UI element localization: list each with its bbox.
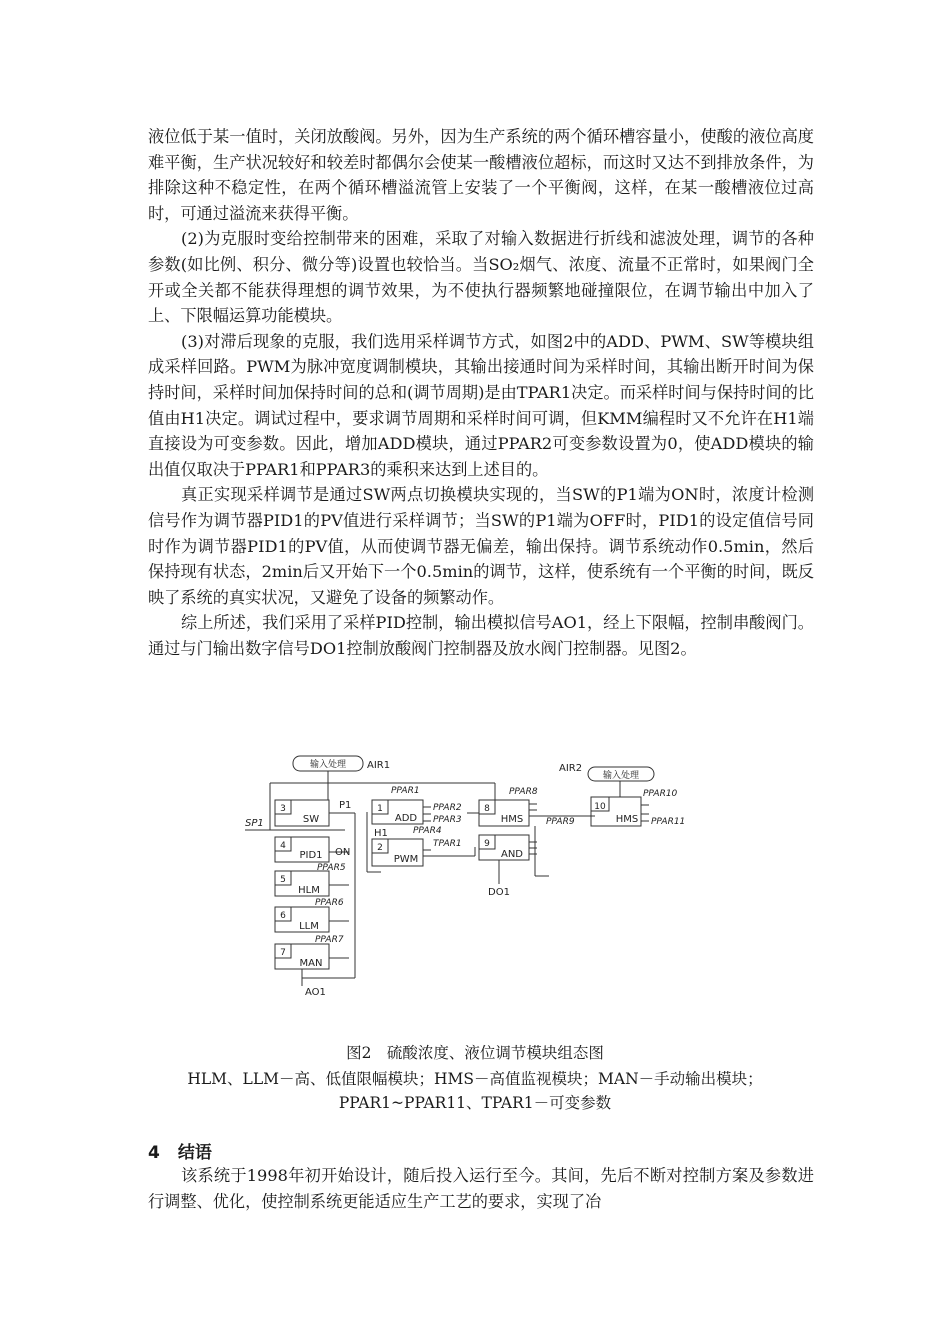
do1-label: DO1 [488,887,510,898]
block-8-number: 8 [484,804,490,814]
ppar5-label: PPAR5 [317,863,346,873]
air2-label: AIR2 [559,763,583,774]
ppar8-label: PPAR8 [509,787,538,797]
section-number: 4 [148,1143,160,1163]
block-8-name: HMS [500,814,524,825]
ppar2-label: PPAR2 [433,803,462,813]
p1-label: P1 [339,800,352,811]
paragraph-continued: 液位低于某一值时，关闭放酸阀。另外，因为生产系统的两个循环槽容量小，使酸的液位高度难平衡，生产状况较好和较差时都偶尔会使某一酸槽液位超标，而这时又达不到排放条件，为排除这种不稳定性，在两个循环槽溢流管上安装了一个平衡阀，这样，在某一酸槽液位过高时，可通过溢流来获得平衡。 [148,127,814,223]
block-6-name: LLM [299,921,319,932]
block-10-name: HMS [615,814,639,825]
figure-caption-title: 图2 硫酸浓度、液位调节模块组态图 [346,1044,604,1062]
input-process-right-label: 输入处理 [602,771,640,781]
paragraph-item-2: (2)为克服时变给控制带来的困难，采取了对输入数据进行折线和滤波处理，调节的各种参数(如比例、积分、微分等)设置也较恰当。当SO₂烟气、浓度、流量不正常时，如果阀门全开或全关都不能获得理想的调节效果，为不使执行器频繁地碰撞限位，在调节输出中加入了上、下限幅运算功能模块。 [148,229,814,326]
section-heading [148,1138,230,1163]
ppar1-label: PPAR1 [391,786,420,796]
tpar1-label: TPAR1 [433,839,462,849]
block-2-name: PWM [393,854,419,865]
figure-caption-legend-1: HLM、LLM－高、低值限幅模块；HMS－高值监视模块；MAN－手动输出模块； [187,1070,763,1088]
conclusion-paragraph: 该系统于1998年初开始设计，随后投入运行至今。其间，先后不断对控制方案及参数进行调整、优化，使控制系统更能适应生产工艺的要求，实现了冶 [148,1166,814,1211]
body-text [148,124,814,661]
module-configuration-diagram [235,752,715,1002]
figure-caption-legend-2: PPAR1~PPAR11、TPAR1－可变参数 [338,1094,612,1112]
block-1-name: ADD [394,813,418,824]
ppar3-label: PPAR3 [433,815,462,825]
block-7-name: MAN [299,958,323,969]
section-title-text: 结语 [177,1143,212,1163]
sp1-label: SP1 [245,818,264,829]
h1-label: H1 [374,828,388,839]
conclusion-text [148,1163,814,1214]
ppar9-label: PPAR9 [546,817,575,827]
block-10-number: 10 [594,802,606,812]
block-4-number: 4 [280,841,286,851]
paragraph-summary: 综上所述，我们采用了采样PID控制，输出模拟信号AO1，经上下限幅，控制串酸阀门。通过与门输出数字信号DO1控制放酸阀门控制器及放水阀门控制器。见图2。 [148,613,814,658]
block-4-name: PID1 [299,850,323,861]
block-9-name: AND [500,849,524,860]
block-7-number: 7 [280,948,286,958]
ppar10-label: PPAR10 [643,789,678,799]
paragraph-item-3: (3)对滞后现象的克服，我们选用采样调节方式，如图2中的ADD、PWM、SW等模块组成采样回路。PWM为脉冲宽度调制模块，其输出接通时间为采样时间，其输出断开时间为保持时间，采样时间加保持时间的总和(调节周期)是由TPAR1决定。而采样时间与保持时间的比值由H1决定。调试过程中，要求调节周期和采样时间可调，但KMM编程时又不允许在H1端直接设为可变参数。因此，增加ADD模块，通过PPAR2可变参数设置为0，使ADD模块的输出值仅取决于PPAR1和PPAR3的乘积来达到上述目的。 [148,331,814,479]
ppar4-label: PPAR4 [413,826,442,836]
on-label: ON [335,847,351,858]
ppar11-label: PPAR11 [651,817,686,827]
diagram-svg [235,752,715,1002]
air1-label: AIR1 [367,760,391,771]
block-3-name: SW [302,814,320,825]
block-6-number: 6 [280,911,286,921]
block-1-number: 1 [377,804,383,814]
paragraph-sampling: 真正实现采样调节是通过SW两点切换模块实现的，当SW的P1端为ON时，浓度计检测信号作为调节器PID1的PV值进行采样调节；当SW的P1端为OFF时，PID1的设定值信号同时作为调节器PID1的PV值，从而使调节器无偏差，输出保持。调节系统动作0.5min，然后保持现有状态，2min后又开始下一个0.5min的调节，这样，使系统有一个平衡的时间，既反映了系统的真实状况，又避免了设备的频繁动作。 [148,485,814,607]
ppar6-label: PPAR6 [315,898,344,908]
ppar7-label: PPAR7 [315,935,344,945]
block-3-number: 3 [280,804,286,814]
block-5-number: 5 [280,875,286,885]
block-9-number: 9 [484,839,490,849]
block-2-number: 2 [377,843,383,853]
ao1-label: AO1 [305,987,326,998]
block-5-name: HLM [298,885,320,896]
input-process-left-label: 输入处理 [309,760,347,770]
